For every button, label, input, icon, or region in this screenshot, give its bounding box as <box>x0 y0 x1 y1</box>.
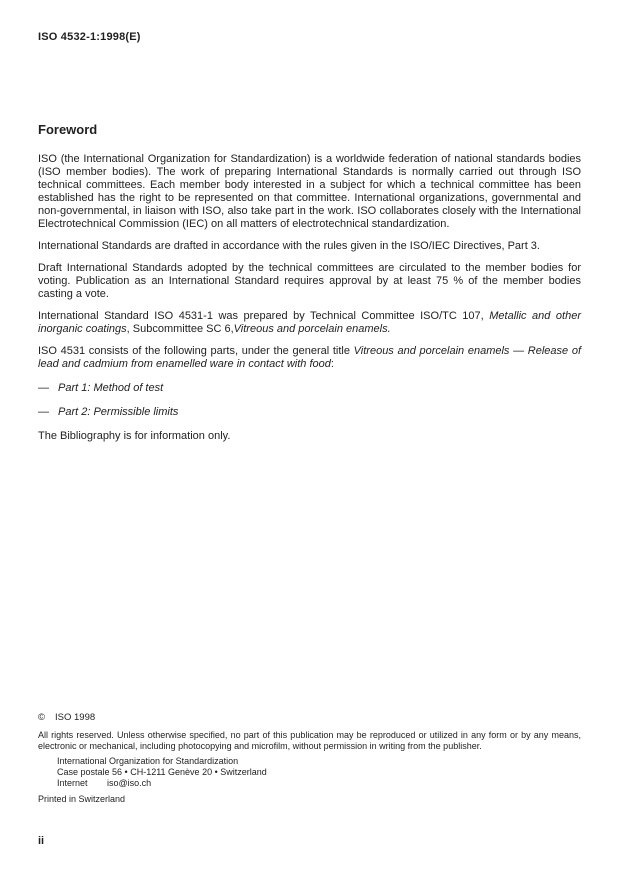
body-paragraph <box>38 345 581 371</box>
copyright-symbol: © <box>38 712 45 723</box>
italic-text-segment: Part 2: Permissible limits <box>58 406 179 418</box>
list-dash: — <box>38 382 49 394</box>
body-paragraph <box>38 262 581 301</box>
body-paragraph <box>38 240 581 253</box>
text-segment: ISO 4531 consists of the following parts, under the general title <box>38 345 354 357</box>
publisher-postal-address: Case postale 56 • CH-1211 Genève 20 • Switzerland <box>57 767 267 777</box>
body-paragraph <box>38 430 581 443</box>
italic-text-segment: Vitreous and porcelain enamels. <box>233 323 391 335</box>
text-segment: : <box>330 358 334 370</box>
body-paragraph <box>38 310 581 336</box>
text-segment: International Standard ISO 4531-1 was prepared by Technical Committee ISO/TC 107, <box>38 310 490 322</box>
publisher-address-block <box>57 756 581 789</box>
foreword-section <box>38 122 581 452</box>
internet-email: iso@iso.ch <box>107 778 152 788</box>
rights-statement: All rights reserved. Unless otherwise specified, no part of this publication may be reproduced or utilized in any form or by any means, electronic or mechanical, including photocopying and microfilm, without permission in writing from the publisher. <box>38 730 581 751</box>
list-item <box>38 382 581 395</box>
italic-text-segment: Metallic and other inorganic coatings <box>38 310 582 335</box>
page-number: ii <box>38 835 45 847</box>
text-segment: ISO (the International Organization for Standardization) is a worldwide federation of national standards bodies (ISO member bodies). The work of preparing International Standards is normally carried out through ISO technical committees. Each member body interested in a subject for which a technical committee has been established has the right to be represented on that committee. International organizations, governmental and non-governmental, in liaison with ISO, also take part in the work. ISO collaborates closely with the International Electrotechnical Commission (IEC) on all matters of electrotechnical standardization. <box>38 153 581 230</box>
document-reference-header: ISO 4532-1:1998(E) <box>38 31 141 43</box>
copyright-text: ISO 1998 <box>55 712 96 723</box>
list-item-text <box>58 382 163 395</box>
foreword-heading: Foreword <box>38 122 98 137</box>
list-item <box>38 406 581 419</box>
italic-text-segment: Part 1: Method of test <box>58 382 164 394</box>
text-segment: International Standards are drafted in accordance with the rules given in the ISO/IEC Directives, Part 3. <box>38 240 540 252</box>
text-segment: Draft International Standards adopted by the technical committees are circulated to the member bodies for voting. Publication as an International Standard requires approval by at least 75 % of the member bodies casting a vote. <box>38 262 581 300</box>
internet-label: Internet <box>57 778 88 788</box>
copyright-footer <box>38 712 581 805</box>
list-item-text <box>58 406 178 419</box>
italic-text-segment: Vitreous and porcelain enamels — Release of lead and cadmium from enamelled ware in contact with food <box>38 345 581 370</box>
body-paragraph <box>38 153 581 231</box>
text-segment: The Bibliography is for information only. <box>38 430 231 442</box>
foreword-paragraphs <box>38 153 581 443</box>
publisher-internet-line <box>57 778 581 789</box>
publisher-org-name: International Organization for Standardization <box>57 756 239 766</box>
printed-in-line: Printed in Switzerland <box>38 794 126 804</box>
list-dash: — <box>38 406 49 418</box>
copyright-line <box>38 712 581 723</box>
text-segment: , Subcommittee SC 6, <box>126 323 234 335</box>
